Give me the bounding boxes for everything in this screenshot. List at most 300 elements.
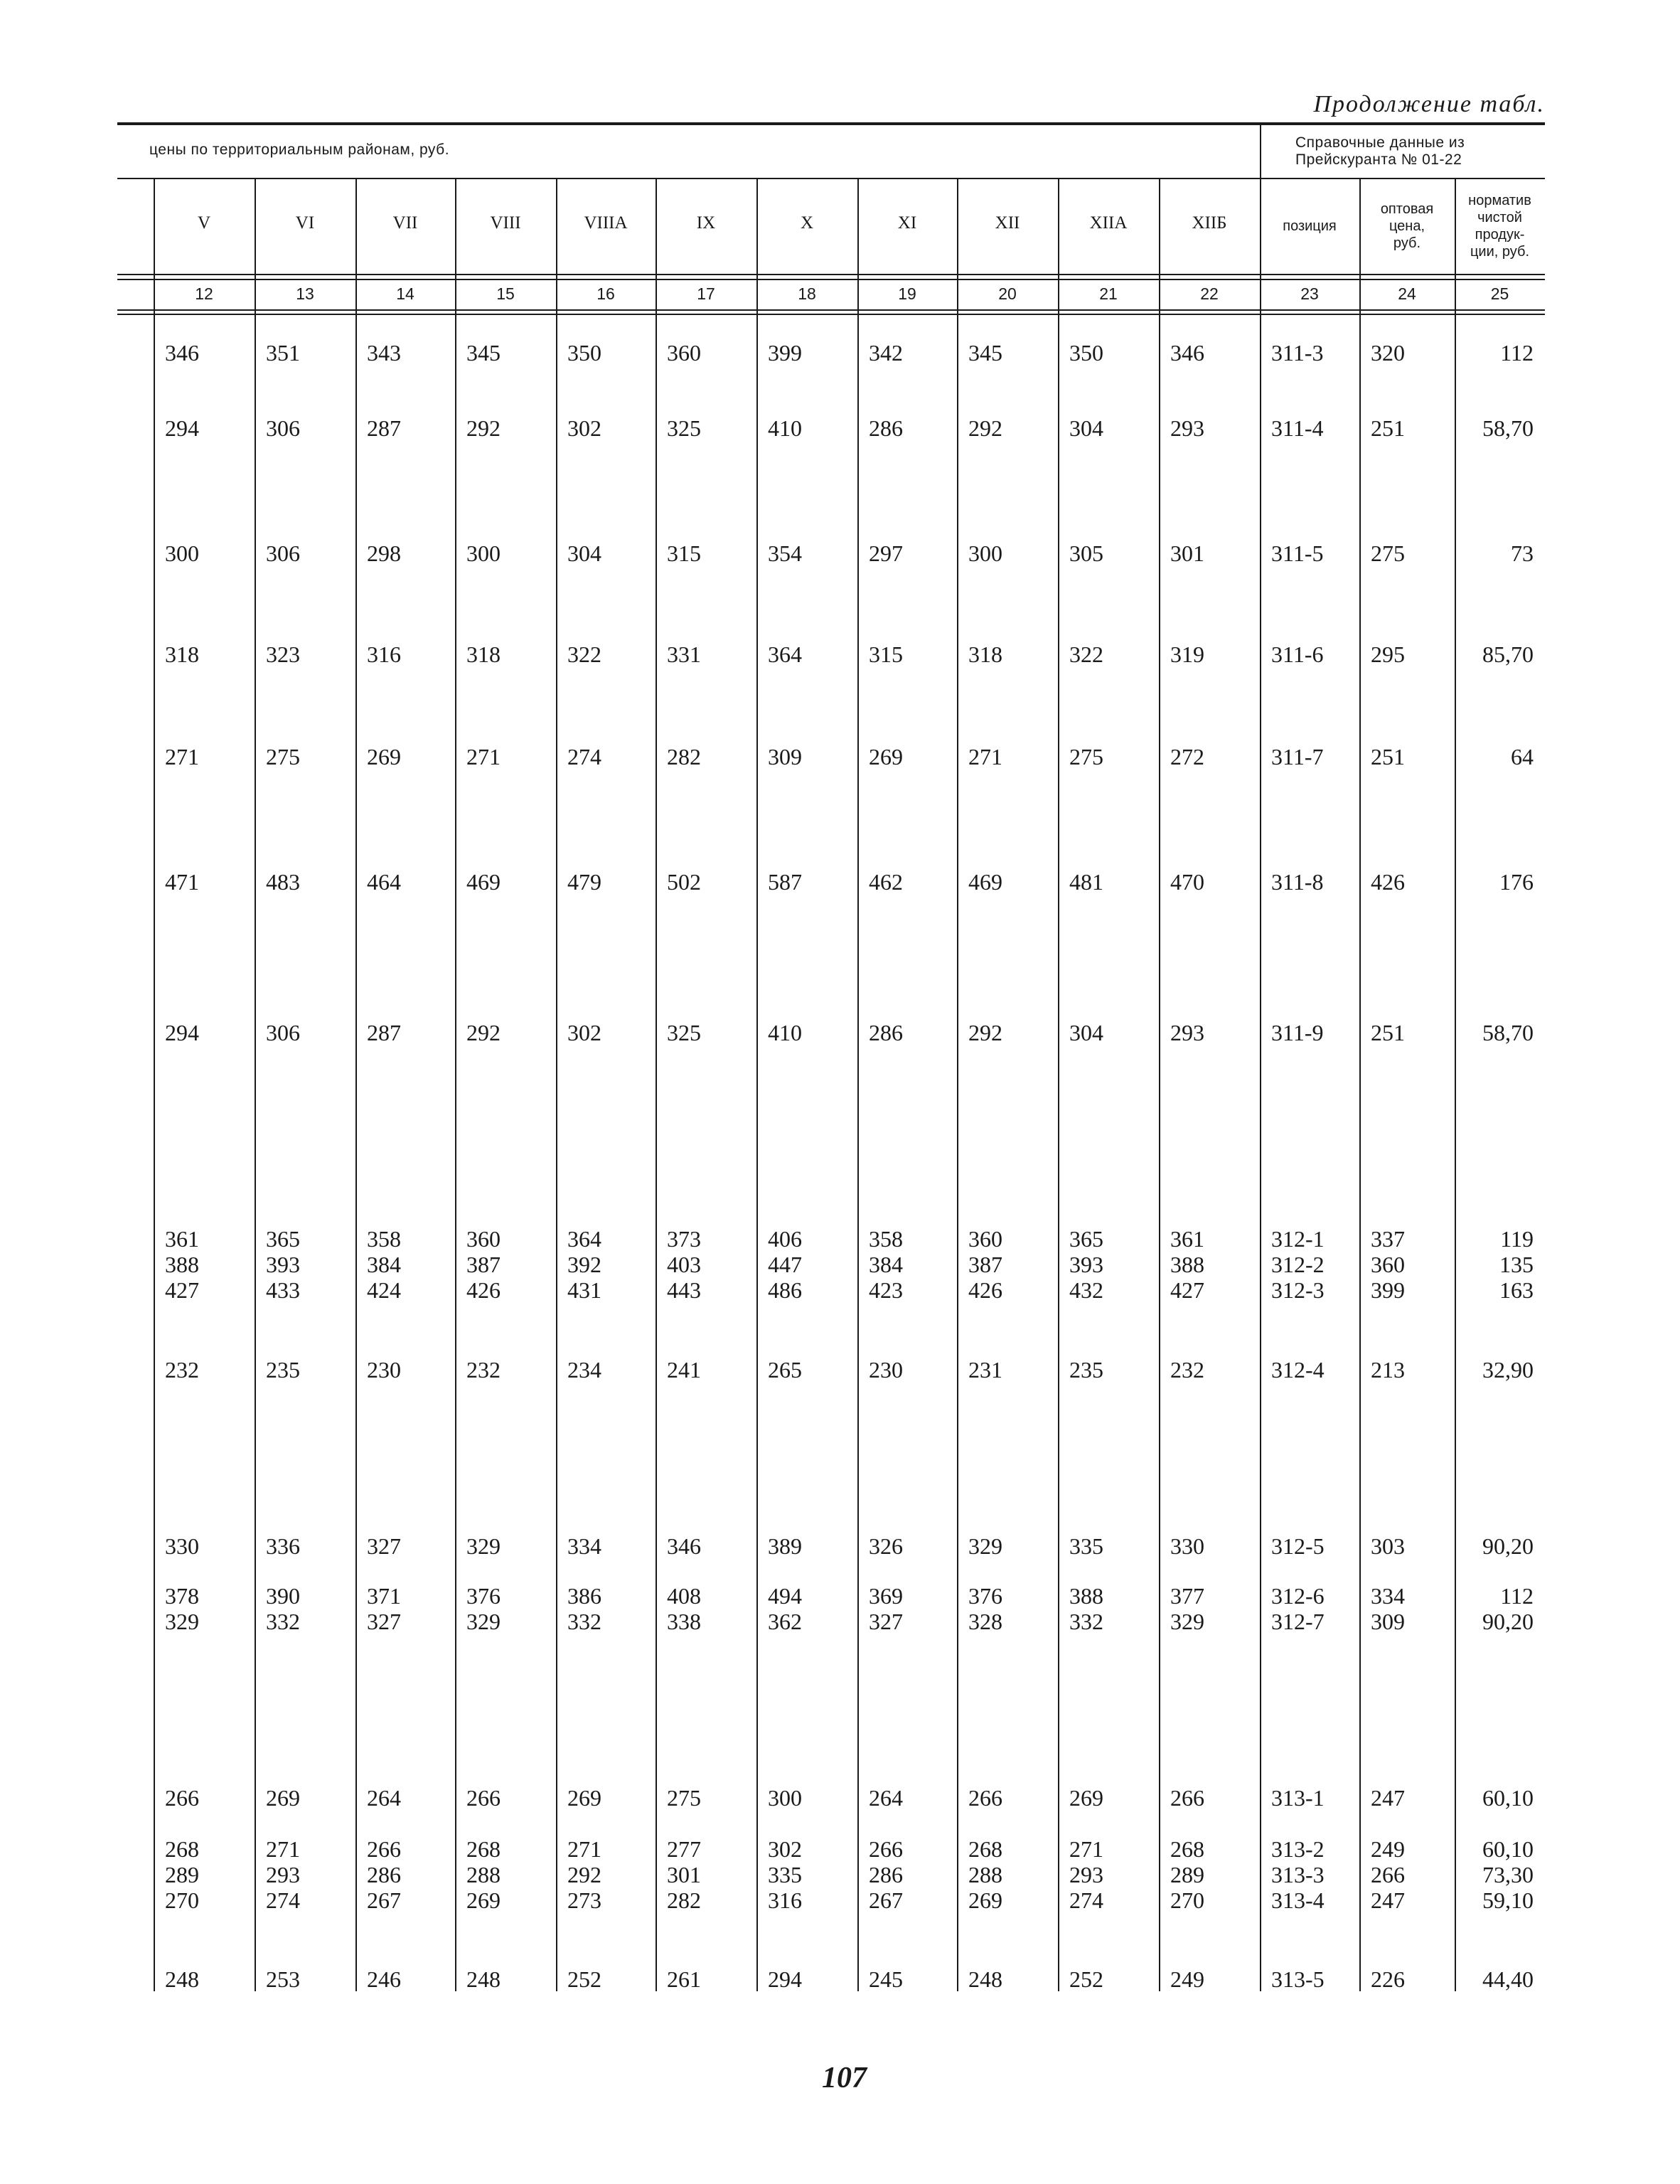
table-cell: 306 — [266, 1020, 300, 1045]
column-number: 17 — [697, 284, 715, 303]
table-cell: 275 — [266, 744, 300, 769]
table-cell: 336 — [266, 1533, 300, 1559]
table-cell: 426 — [968, 1277, 1002, 1303]
table-cell: 481 — [1069, 869, 1103, 895]
table-cell: 44,40 — [1482, 1966, 1534, 1992]
table-cell: 269 — [869, 744, 903, 769]
column-divider — [255, 179, 256, 1991]
table-cell: 112 — [1500, 1583, 1534, 1609]
page-number: 107 — [822, 2062, 867, 2094]
table-cell: 288 — [968, 1862, 1002, 1887]
table-cell: 432 — [1069, 1277, 1103, 1303]
column-divider — [556, 179, 557, 1991]
table-cell: 294 — [768, 1966, 802, 1992]
table-cell: 389 — [768, 1533, 802, 1559]
table-cell: 361 — [165, 1226, 199, 1252]
column-divider — [857, 179, 859, 1991]
table-cell: 269 — [266, 1785, 300, 1811]
column-heading: XIIA — [1089, 213, 1128, 233]
table-cell: 274 — [1069, 1887, 1103, 1913]
table-cell: 302 — [567, 1020, 601, 1045]
table-cell: 403 — [667, 1252, 701, 1277]
table-cell: 362 — [768, 1609, 802, 1634]
table-cell: 248 — [968, 1966, 1002, 1992]
table-cell: 313-5 — [1271, 1966, 1325, 1992]
table-cell: 462 — [869, 869, 903, 895]
table-cell: 294 — [165, 1020, 199, 1045]
table-cell: 268 — [466, 1836, 501, 1862]
table-cell: 334 — [567, 1533, 601, 1559]
column-number: 21 — [1099, 284, 1118, 303]
table-cell: 329 — [466, 1533, 501, 1559]
table-cell: 266 — [1371, 1862, 1405, 1887]
table-cell: 302 — [567, 415, 601, 441]
table-cell: 345 — [968, 340, 1002, 366]
table-cell: 318 — [968, 641, 1002, 667]
table-cell: 311-6 — [1271, 641, 1324, 667]
table-cell: 268 — [968, 1836, 1002, 1862]
table-cell: 245 — [869, 1966, 903, 1992]
table-cell: 390 — [266, 1583, 300, 1609]
table-cell: 249 — [1371, 1836, 1405, 1862]
table-cell: 431 — [567, 1277, 601, 1303]
table-cell: 332 — [567, 1609, 601, 1634]
table-cell: 427 — [1170, 1277, 1204, 1303]
table-cell: 322 — [567, 641, 601, 667]
table-cell: 410 — [768, 1020, 802, 1045]
table-cell: 469 — [466, 869, 501, 895]
table-cell: 360 — [667, 340, 701, 366]
table-cell: 90,20 — [1482, 1533, 1534, 1559]
table-cell: 293 — [266, 1862, 300, 1887]
table-cell: 494 — [768, 1583, 802, 1609]
table-cell: 426 — [466, 1277, 501, 1303]
table-cell: 266 — [466, 1785, 501, 1811]
table-cell: 327 — [367, 1533, 401, 1559]
table-cell: 213 — [1371, 1357, 1405, 1383]
table-cell: 305 — [1069, 540, 1103, 566]
table-cell: 297 — [869, 540, 903, 566]
table-cell: 248 — [165, 1966, 199, 1992]
table-cell: 293 — [1170, 415, 1204, 441]
table-cell: 267 — [869, 1887, 903, 1913]
table-cell: 268 — [165, 1836, 199, 1862]
table-cell: 266 — [869, 1836, 903, 1862]
table-cell: 322 — [1069, 641, 1103, 667]
table-cell: 342 — [869, 340, 903, 366]
column-divider — [1260, 122, 1261, 1991]
column-number: 24 — [1398, 284, 1416, 303]
table-cell: 261 — [667, 1966, 701, 1992]
table-cell: 365 — [266, 1226, 300, 1252]
table-cell: 360 — [466, 1226, 501, 1252]
table-cell: 248 — [466, 1966, 501, 1992]
table-cell: 427 — [165, 1277, 199, 1303]
table-cell: 269 — [1069, 1785, 1103, 1811]
column-number-rule-1 — [117, 279, 1545, 280]
table-cell: 292 — [466, 415, 501, 441]
header-rule — [117, 178, 1545, 179]
column-heading: VI — [295, 213, 315, 233]
table-cell: 312-5 — [1271, 1533, 1325, 1559]
table-cell: 469 — [968, 869, 1002, 895]
table-cell: 264 — [367, 1785, 401, 1811]
column-divider — [656, 179, 657, 1991]
table-cell: 327 — [869, 1609, 903, 1634]
table-cell: 479 — [567, 869, 601, 895]
column-heading: IX — [696, 213, 716, 233]
table-continuation-caption: Продолжение табл. — [1313, 91, 1545, 117]
column-divider — [957, 179, 958, 1991]
table-cell: 271 — [968, 744, 1002, 769]
table-cell: 271 — [165, 744, 199, 769]
table-cell: 399 — [1371, 1277, 1405, 1303]
table-cell: 346 — [1170, 340, 1204, 366]
column-heading: XIIБ — [1192, 213, 1227, 233]
table-cell: 286 — [869, 1020, 903, 1045]
table-cell: 64 — [1511, 744, 1534, 769]
table-cell: 60,10 — [1482, 1785, 1534, 1811]
table-cell: 486 — [768, 1277, 802, 1303]
table-cell: 232 — [165, 1357, 199, 1383]
table-cell: 329 — [1170, 1609, 1204, 1634]
table-cell: 271 — [567, 1836, 601, 1862]
table-cell: 289 — [1170, 1862, 1204, 1887]
table-cell: 298 — [367, 540, 401, 566]
table-cell: 300 — [768, 1785, 802, 1811]
column-heading: VII — [392, 213, 418, 233]
table-cell: 406 — [768, 1226, 802, 1252]
table-cell: 332 — [1069, 1609, 1103, 1634]
table-cell: 354 — [768, 540, 802, 566]
table-cell: 287 — [367, 415, 401, 441]
table-cell: 32,90 — [1482, 1357, 1534, 1383]
table-cell: 388 — [165, 1252, 199, 1277]
table-cell: 253 — [266, 1966, 300, 1992]
table-cell: 286 — [869, 1862, 903, 1887]
table-cell: 335 — [1069, 1533, 1103, 1559]
column-heading: позиция — [1283, 218, 1337, 234]
table-cell: 58,70 — [1482, 1020, 1534, 1045]
column-divider — [1359, 179, 1361, 1991]
table-cell: 288 — [466, 1862, 501, 1887]
table-cell: 85,70 — [1482, 641, 1534, 667]
table-cell: 358 — [367, 1226, 401, 1252]
table-cell: 371 — [367, 1583, 401, 1609]
table-cell: 312-2 — [1271, 1252, 1325, 1277]
table-cell: 365 — [1069, 1226, 1103, 1252]
table-cell: 318 — [466, 641, 501, 667]
table-cell: 327 — [367, 1609, 401, 1634]
table-cell: 447 — [768, 1252, 802, 1277]
table-cell: 313-4 — [1271, 1887, 1325, 1913]
column-number: 18 — [798, 284, 816, 303]
table-cell: 230 — [367, 1357, 401, 1383]
table-cell: 304 — [567, 540, 601, 566]
table-cell: 249 — [1170, 1966, 1204, 1992]
table-cell: 266 — [367, 1836, 401, 1862]
table-cell: 312-6 — [1271, 1583, 1325, 1609]
table-cell: 311-9 — [1271, 1020, 1324, 1045]
table-cell: 73 — [1511, 540, 1534, 566]
table-cell: 312-7 — [1271, 1609, 1325, 1634]
table-cell: 230 — [869, 1357, 903, 1383]
table-cell: 293 — [1170, 1020, 1204, 1045]
column-divider — [1159, 179, 1160, 1991]
table-cell: 329 — [466, 1609, 501, 1634]
table-cell: 399 — [768, 340, 802, 366]
table-cell: 319 — [1170, 641, 1204, 667]
table-cell: 58,70 — [1482, 415, 1534, 441]
table-cell: 313-2 — [1271, 1836, 1325, 1862]
table-cell: 587 — [768, 869, 802, 895]
table-cell: 373 — [667, 1226, 701, 1252]
table-cell: 275 — [667, 1785, 701, 1811]
table-cell: 309 — [768, 744, 802, 769]
table-cell: 226 — [1371, 1966, 1405, 1992]
table-cell: 386 — [567, 1583, 601, 1609]
table-cell: 252 — [1069, 1966, 1103, 1992]
table-cell: 90,20 — [1482, 1609, 1534, 1634]
table-cell: 282 — [667, 744, 701, 769]
table-cell: 312-3 — [1271, 1277, 1325, 1303]
table-cell: 301 — [1170, 540, 1204, 566]
table-cell: 247 — [1371, 1785, 1405, 1811]
table-cell: 464 — [367, 869, 401, 895]
table-cell: 316 — [768, 1887, 802, 1913]
table-cell: 318 — [165, 641, 199, 667]
table-cell: 265 — [768, 1357, 802, 1383]
table-cell: 470 — [1170, 869, 1204, 895]
table-cell: 73,30 — [1482, 1862, 1534, 1887]
table-cell: 119 — [1500, 1226, 1534, 1252]
table-cell: 346 — [667, 1533, 701, 1559]
table-cell: 176 — [1499, 869, 1534, 895]
table-cell: 271 — [1069, 1836, 1103, 1862]
table-cell: 315 — [869, 641, 903, 667]
table-cell: 275 — [1069, 744, 1103, 769]
column-divider — [756, 179, 758, 1991]
table-cell: 361 — [1170, 1226, 1204, 1252]
table-cell: 251 — [1371, 1020, 1405, 1045]
table-cell: 266 — [1170, 1785, 1204, 1811]
table-cell: 241 — [667, 1357, 701, 1383]
table-cell: 286 — [367, 1862, 401, 1887]
district-prices-heading: цены по территориальным районам, руб. — [149, 142, 450, 158]
table-cell: 282 — [667, 1887, 701, 1913]
table-cell: 60,10 — [1482, 1836, 1534, 1862]
table-cell: 369 — [869, 1583, 903, 1609]
table-cell: 346 — [165, 340, 199, 366]
table-cell: 335 — [768, 1862, 802, 1887]
column-divider — [1058, 179, 1059, 1991]
table-cell: 387 — [466, 1252, 501, 1277]
table-cell: 306 — [266, 540, 300, 566]
table-top-rule — [117, 122, 1545, 125]
table-cell: 410 — [768, 415, 802, 441]
table-cell: 269 — [466, 1887, 501, 1913]
table-cell: 332 — [266, 1609, 300, 1634]
table-cell: 313-3 — [1271, 1862, 1325, 1887]
table-cell: 306 — [266, 415, 300, 441]
table-cell: 272 — [1170, 744, 1204, 769]
table-cell: 334 — [1371, 1583, 1405, 1609]
table-cell: 392 — [567, 1252, 601, 1277]
table-cell: 388 — [1170, 1252, 1204, 1277]
table-cell: 268 — [1170, 1836, 1204, 1862]
table-cell: 311-8 — [1271, 869, 1324, 895]
table-cell: 252 — [567, 1966, 601, 1992]
table-cell: 301 — [667, 1862, 701, 1887]
table-cell: 266 — [165, 1785, 199, 1811]
table-cell: 378 — [165, 1583, 199, 1609]
column-number: 16 — [596, 284, 615, 303]
column-heading: V — [197, 213, 211, 233]
table-cell: 247 — [1371, 1887, 1405, 1913]
table-cell: 331 — [667, 641, 701, 667]
column-number: 22 — [1200, 284, 1219, 303]
table-cell: 266 — [968, 1785, 1002, 1811]
table-cell: 287 — [367, 1020, 401, 1045]
table-cell: 376 — [968, 1583, 1002, 1609]
table-cell: 264 — [869, 1785, 903, 1811]
table-cell: 292 — [968, 1020, 1002, 1045]
column-divider — [154, 179, 155, 1991]
column-number: 23 — [1300, 284, 1319, 303]
table-cell: 312-4 — [1271, 1357, 1325, 1383]
table-cell: 313-1 — [1271, 1785, 1325, 1811]
column-heading: оптовая цена, руб. — [1380, 201, 1434, 251]
table-cell: 360 — [1371, 1252, 1405, 1277]
table-cell: 325 — [667, 415, 701, 441]
table-cell: 270 — [165, 1887, 199, 1913]
table-cell: 303 — [1371, 1533, 1405, 1559]
column-number-rule-2 — [117, 309, 1545, 311]
table-cell: 292 — [466, 1020, 501, 1045]
column-divider — [355, 179, 357, 1991]
reference-data-heading-line2: Прейскуранта № 01-22 — [1295, 151, 1462, 168]
body-start-rule — [117, 314, 1545, 315]
table-cell: 360 — [968, 1226, 1002, 1252]
table-cell: 271 — [466, 744, 501, 769]
table-cell: 59,10 — [1482, 1887, 1534, 1913]
column-divider — [455, 179, 456, 1991]
table-cell: 433 — [266, 1277, 300, 1303]
table-cell: 269 — [968, 1887, 1002, 1913]
table-cell: 294 — [165, 415, 199, 441]
table-cell: 293 — [1069, 1862, 1103, 1887]
table-cell: 326 — [869, 1533, 903, 1559]
column-heading-rule — [117, 274, 1545, 275]
table-cell: 393 — [266, 1252, 300, 1277]
table-cell: 135 — [1499, 1252, 1534, 1277]
table-cell: 312-1 — [1271, 1226, 1325, 1252]
table-cell: 329 — [968, 1533, 1002, 1559]
table-cell: 269 — [567, 1785, 601, 1811]
table-cell: 426 — [1371, 869, 1405, 895]
table-cell: 234 — [567, 1357, 601, 1383]
table-cell: 277 — [667, 1836, 701, 1862]
column-number: 15 — [496, 284, 515, 303]
table-cell: 330 — [165, 1533, 199, 1559]
reference-data-heading-line1: Справочные данные из — [1295, 134, 1465, 151]
column-number: 20 — [998, 284, 1017, 303]
table-cell: 483 — [266, 869, 300, 895]
table-cell: 328 — [968, 1609, 1002, 1634]
table-cell: 388 — [1069, 1583, 1103, 1609]
table-cell: 112 — [1500, 340, 1534, 366]
table-cell: 269 — [367, 744, 401, 769]
column-heading: X — [800, 213, 814, 233]
column-heading: норматив чистой продук- ции, руб. — [1468, 193, 1531, 260]
table-cell: 289 — [165, 1862, 199, 1887]
table-cell: 329 — [165, 1609, 199, 1634]
table-cell: 423 — [869, 1277, 903, 1303]
table-cell: 350 — [1069, 340, 1103, 366]
table-cell: 376 — [466, 1583, 501, 1609]
column-heading: XII — [995, 213, 1020, 233]
table-cell: 424 — [367, 1277, 401, 1303]
table-cell: 274 — [266, 1887, 300, 1913]
table-cell: 235 — [1069, 1357, 1103, 1383]
table-cell: 384 — [367, 1252, 401, 1277]
table-cell: 323 — [266, 641, 300, 667]
table-cell: 387 — [968, 1252, 1002, 1277]
column-number: 13 — [296, 284, 314, 303]
table-cell: 235 — [266, 1357, 300, 1383]
table-cell: 337 — [1371, 1226, 1405, 1252]
table-cell: 304 — [1069, 1020, 1103, 1045]
table-cell: 246 — [367, 1966, 401, 1992]
table-cell: 232 — [1170, 1357, 1204, 1383]
table-cell: 358 — [869, 1226, 903, 1252]
table-cell: 393 — [1069, 1252, 1103, 1277]
table-cell: 273 — [567, 1887, 601, 1913]
table-cell: 311-3 — [1271, 340, 1324, 366]
table-cell: 364 — [768, 641, 802, 667]
column-heading: XI — [897, 213, 917, 233]
table-cell: 292 — [968, 415, 1002, 441]
table-cell: 502 — [667, 869, 701, 895]
table-cell: 231 — [968, 1357, 1002, 1383]
table-cell: 267 — [367, 1887, 401, 1913]
table-cell: 251 — [1371, 415, 1405, 441]
table-cell: 338 — [667, 1609, 701, 1634]
column-number: 12 — [195, 284, 213, 303]
table-cell: 304 — [1069, 415, 1103, 441]
table-cell: 295 — [1371, 641, 1405, 667]
table-cell: 309 — [1371, 1609, 1405, 1634]
table-cell: 163 — [1499, 1277, 1534, 1303]
table-cell: 443 — [667, 1277, 701, 1303]
table-cell: 270 — [1170, 1887, 1204, 1913]
table-cell: 251 — [1371, 744, 1405, 769]
column-divider — [1455, 179, 1456, 1991]
column-number: 14 — [396, 284, 414, 303]
table-cell: 311-5 — [1271, 540, 1324, 566]
table-cell: 350 — [567, 340, 601, 366]
table-cell: 408 — [667, 1583, 701, 1609]
column-number: 25 — [1490, 284, 1509, 303]
table-cell: 292 — [567, 1862, 601, 1887]
table-cell: 274 — [567, 744, 601, 769]
table-cell: 320 — [1371, 340, 1405, 366]
table-cell: 271 — [266, 1836, 300, 1862]
table-cell: 325 — [667, 1020, 701, 1045]
table-cell: 232 — [466, 1357, 501, 1383]
table-cell: 343 — [367, 340, 401, 366]
table-cell: 275 — [1371, 540, 1405, 566]
